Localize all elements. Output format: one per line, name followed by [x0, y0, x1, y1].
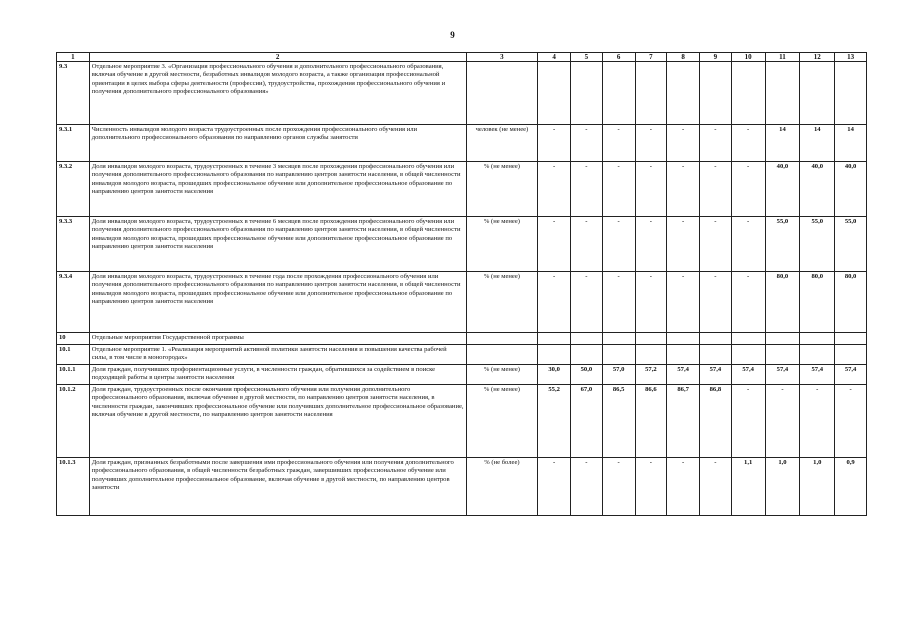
row-value: 14	[835, 125, 867, 162]
row-value	[835, 333, 867, 345]
header-cell: 11	[765, 53, 800, 62]
row-unit: % (не менее)	[466, 217, 538, 272]
table-row	[57, 333, 867, 345]
row-value: -	[700, 458, 732, 516]
row-value	[731, 333, 765, 345]
row-unit: % (не менее)	[466, 365, 538, 385]
indicators-table	[56, 52, 867, 516]
header-cell: 3	[466, 53, 538, 62]
row-value: 0,9	[835, 458, 867, 516]
row-value	[602, 62, 635, 125]
table-row	[57, 365, 867, 385]
row-value: 55,2	[538, 385, 571, 458]
row-value	[765, 345, 800, 365]
row-value	[700, 333, 732, 345]
row-value: -	[571, 125, 603, 162]
row-number: 10	[57, 333, 90, 345]
row-value: -	[700, 217, 732, 272]
row-value: -	[602, 217, 635, 272]
row-value: 57,4	[667, 365, 700, 385]
row-description: Доля инвалидов молодого возраста, трудоустроенных в течение 3 месяцев после прохождения профессионального обучения или получения дополнительного профессионального образования по направлению центров занятости населения, в общей численности инвалидов молодого возраста, прошедших профессиональное обучение или дополнительное профессиональное образование по направлению центров занятости населения	[89, 162, 466, 217]
row-value: 30,0	[538, 365, 571, 385]
row-value: -	[700, 162, 732, 217]
row-value	[667, 345, 700, 365]
row-description: Доля граждан, получивших профориентационные услуги, в численности граждан, обратившихся за содействием в поиске подходящей работы в центры занятости населения	[89, 365, 466, 385]
table-row	[57, 458, 867, 516]
row-value	[635, 62, 667, 125]
row-description: Доля граждан, трудоустроенных после окончания профессионального обучения или получения дополнительного профессионального образования, включая обучение в другой местности, по направлению центров занятости населения, в численности граждан, закончивших профессиональное обучение или получивших дополнительное профессиональное образование, включая обучение в другой местности, по направлению центров занятости населения	[89, 385, 466, 458]
row-description: Численность инвалидов молодого возраста трудоустроенных после прохождения профессионального обучения или дополнительного профессионального образования по направлению органов службы занятости	[89, 125, 466, 162]
row-value: -	[667, 272, 700, 333]
row-value: -	[731, 162, 765, 217]
row-value: 55,0	[800, 217, 835, 272]
row-value: -	[538, 162, 571, 217]
row-value	[538, 62, 571, 125]
row-value: -	[667, 458, 700, 516]
row-number: 9.3	[57, 62, 90, 125]
row-value: -	[538, 272, 571, 333]
row-value	[700, 62, 732, 125]
row-value: -	[602, 458, 635, 516]
table-row	[57, 125, 867, 162]
row-value	[800, 345, 835, 365]
row-value: -	[765, 385, 800, 458]
row-value: 86,8	[700, 385, 732, 458]
row-value	[602, 345, 635, 365]
row-number: 10.1.3	[57, 458, 90, 516]
row-value: -	[602, 125, 635, 162]
row-value: -	[700, 272, 732, 333]
row-unit	[466, 62, 538, 125]
row-value	[667, 333, 700, 345]
row-value: 67,0	[571, 385, 603, 458]
row-value: -	[667, 125, 700, 162]
row-value: -	[538, 217, 571, 272]
row-value: -	[602, 272, 635, 333]
row-value: -	[635, 272, 667, 333]
table-row	[57, 272, 867, 333]
row-value: 57,4	[800, 365, 835, 385]
table-row	[57, 385, 867, 458]
row-value: -	[571, 162, 603, 217]
row-value	[765, 62, 800, 125]
row-number: 10.1.1	[57, 365, 90, 385]
row-value: 80,0	[765, 272, 800, 333]
row-value	[635, 345, 667, 365]
row-value	[700, 345, 732, 365]
row-value	[635, 333, 667, 345]
header-cell: 6	[602, 53, 635, 62]
row-value: -	[731, 125, 765, 162]
row-value: 14	[765, 125, 800, 162]
header-cell: 12	[800, 53, 835, 62]
row-value	[571, 62, 603, 125]
header-cell: 8	[667, 53, 700, 62]
row-value: -	[635, 125, 667, 162]
row-value: 1,1	[731, 458, 765, 516]
row-value	[602, 333, 635, 345]
row-value	[835, 62, 867, 125]
row-value	[731, 345, 765, 365]
row-value: -	[800, 385, 835, 458]
row-description: Отдельное мероприятие 3. «Организация профессионального обучения и дополнительного профессионального образования, включая обучение в другой местности, безработных инвалидов молодого возраста, а также организация профессиональной ориентации в целях выбора сферы деятельности (профессии), трудоустройства, прохождения профессионального обучения и получения дополнительного профессионального образования»	[89, 62, 466, 125]
row-description: Отдельное мероприятие 1. «Реализация мероприятий активной политики занятости населения и повышения качества рабочей силы, в том числе в моногородах»	[89, 345, 466, 365]
row-value: -	[635, 217, 667, 272]
header-cell: 10	[731, 53, 765, 62]
row-number: 10.1.2	[57, 385, 90, 458]
table-row	[57, 62, 867, 125]
row-description: Доля инвалидов молодого возраста, трудоустроенных в течение 6 месяцев после прохождения профессионального обучения или получения дополнительного профессионального образования по направлению центров занятости населения, в общей численности инвалидов молодого возраста, прошедших профессиональное обучение или дополнительное профессиональное образование по направлению центров занятости населения	[89, 217, 466, 272]
row-value: -	[538, 458, 571, 516]
table-row	[57, 345, 867, 365]
row-number: 10.1	[57, 345, 90, 365]
page-number: 9	[450, 30, 455, 40]
row-value: 1,0	[800, 458, 835, 516]
row-value	[538, 345, 571, 365]
row-value: 57,2	[635, 365, 667, 385]
row-value	[800, 333, 835, 345]
row-value: -	[571, 458, 603, 516]
table-row	[57, 217, 867, 272]
row-value: -	[835, 385, 867, 458]
row-value: 55,0	[765, 217, 800, 272]
row-value	[571, 333, 603, 345]
row-number: 9.3.2	[57, 162, 90, 217]
row-value: 80,0	[800, 272, 835, 333]
row-value: -	[602, 162, 635, 217]
row-value	[835, 345, 867, 365]
row-value: -	[700, 125, 732, 162]
row-description: Доля инвалидов молодого возраста, трудоустроенных в течение года после прохождения профессионального обучения или получения дополнительного профессионального образования по направлению центров занятости населения, в общей численности инвалидов молодого возраста, прошедших профессиональное обучение или дополнительное профессиональное образование по направлению центров занятости населения	[89, 272, 466, 333]
row-unit	[466, 345, 538, 365]
row-number: 9.3.4	[57, 272, 90, 333]
row-value: 1,0	[765, 458, 800, 516]
row-unit	[466, 333, 538, 345]
header-cell: 2	[89, 53, 466, 62]
row-value: 40,0	[800, 162, 835, 217]
row-value	[571, 345, 603, 365]
row-unit: % (не более)	[466, 458, 538, 516]
row-value: 50,0	[571, 365, 603, 385]
header-cell: 13	[835, 53, 867, 62]
row-value: -	[538, 125, 571, 162]
row-value: 40,0	[765, 162, 800, 217]
row-value: 86,7	[667, 385, 700, 458]
header-cell: 9	[700, 53, 732, 62]
header-row	[57, 53, 867, 62]
row-number: 9.3.1	[57, 125, 90, 162]
row-description: Доля граждан, признанных безработными после завершения ими профессионального обучения или получения дополнительного профессионального образования, в общей численности безработных граждан, завершивших профессиональное обучение или получивших дополнительное профессиональное образование, включая обучение в другой местности, по направлению центров занятости	[89, 458, 466, 516]
row-unit: % (не менее)	[466, 272, 538, 333]
row-value: -	[731, 385, 765, 458]
row-value: -	[571, 217, 603, 272]
row-value: 80,0	[835, 272, 867, 333]
row-value	[538, 333, 571, 345]
row-value: 57,0	[602, 365, 635, 385]
row-value: -	[731, 272, 765, 333]
header-cell: 4	[538, 53, 571, 62]
row-unit: % (не менее)	[466, 162, 538, 217]
row-value: -	[667, 162, 700, 217]
row-number: 9.3.3	[57, 217, 90, 272]
row-unit: человек (не менее)	[466, 125, 538, 162]
row-value: 14	[800, 125, 835, 162]
row-value	[765, 333, 800, 345]
row-value	[731, 62, 765, 125]
row-value: -	[571, 272, 603, 333]
row-unit: % (не менее)	[466, 385, 538, 458]
row-value: 86,6	[635, 385, 667, 458]
row-value: -	[635, 458, 667, 516]
row-value: 57,4	[765, 365, 800, 385]
row-value: 57,4	[835, 365, 867, 385]
header-cell: 1	[57, 53, 90, 62]
row-value: 55,0	[835, 217, 867, 272]
row-value: 40,0	[835, 162, 867, 217]
row-description: Отдельные мероприятия Государственной программы	[89, 333, 466, 345]
row-value	[800, 62, 835, 125]
row-value	[667, 62, 700, 125]
row-value: -	[667, 217, 700, 272]
header-cell: 5	[571, 53, 603, 62]
row-value: 57,4	[700, 365, 732, 385]
row-value: -	[731, 217, 765, 272]
row-value: -	[635, 162, 667, 217]
row-value: 86,5	[602, 385, 635, 458]
table-row	[57, 162, 867, 217]
header-cell: 7	[635, 53, 667, 62]
row-value: 57,4	[731, 365, 765, 385]
